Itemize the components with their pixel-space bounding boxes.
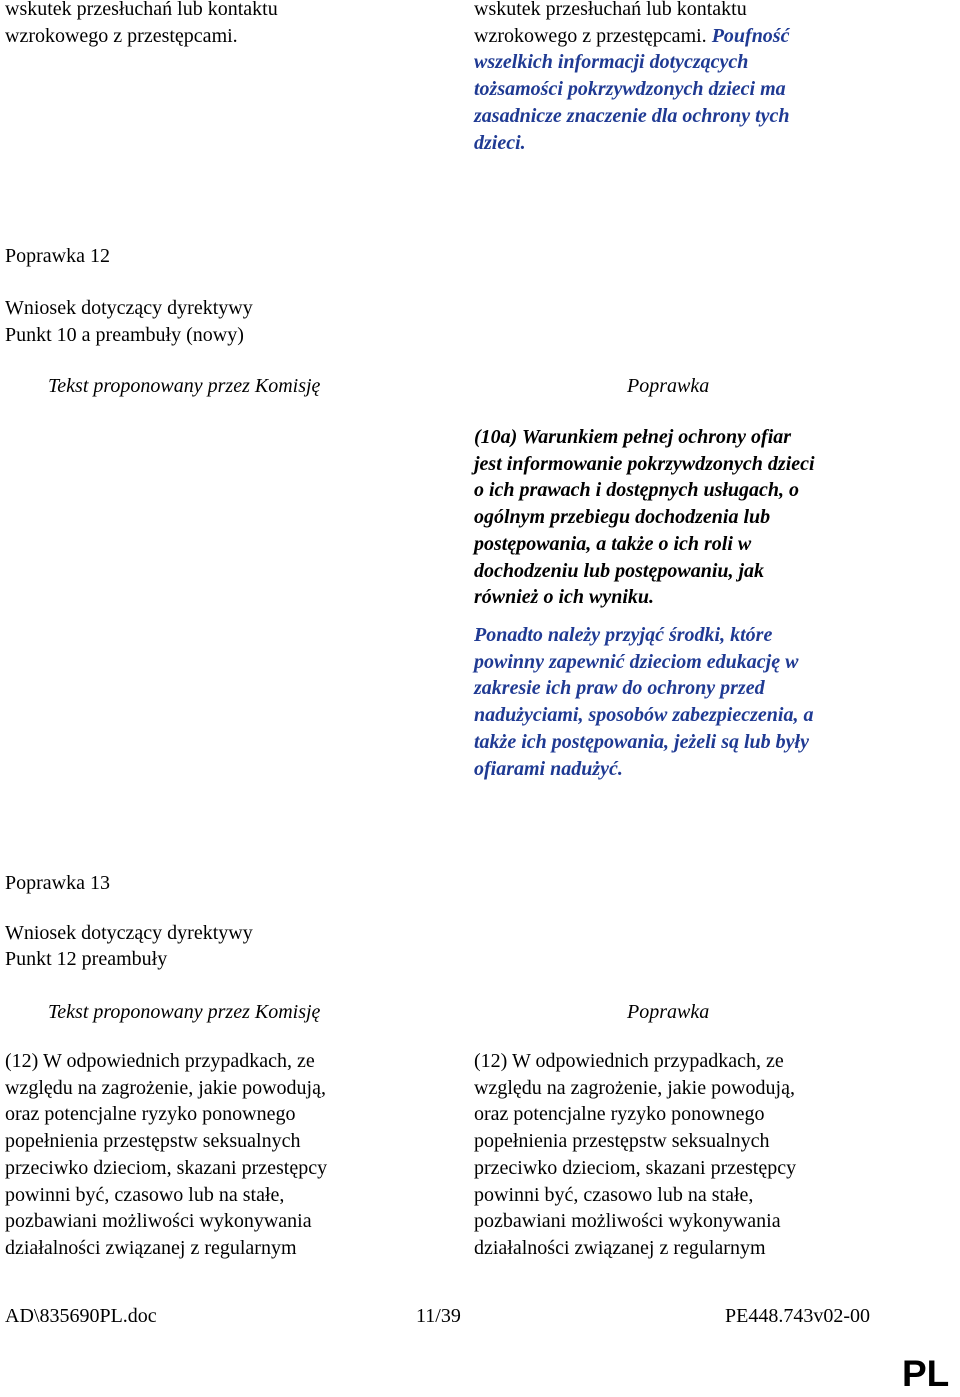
amendment-12-right-para-2 <box>474 622 954 782</box>
text-line: postępowania, a także o ich roli w <box>474 532 752 555</box>
footer-page-number: 11/39 <box>416 1305 461 1327</box>
footer-pe-ref: PE448.743v02-00 <box>725 1305 870 1327</box>
text-line: przeciwko dzieciom, skazani przestępcy <box>5 1156 328 1179</box>
amendment-12-reference: Punkt 10 a preambuły (nowy) <box>5 324 244 346</box>
amendment-13-reference: Punkt 12 preambuły <box>5 948 168 970</box>
inserted-fragment: Poufność <box>711 24 790 47</box>
text-line: względu na zagrożenie, jakie powodują, <box>474 1076 795 1099</box>
text-line: także ich postępowania, jeżeli są lub były <box>474 730 809 753</box>
top-left-text <box>5 0 450 49</box>
text-line: zakresie ich praw do ochrony przed <box>474 677 765 700</box>
text-line <box>474 23 954 50</box>
text-line: o ich prawach i dostępnych usługach, o <box>474 479 800 502</box>
text-line: ofiarami nadużyć. <box>474 757 623 780</box>
footer-doc-ref: AD\835690PL.doc <box>5 1305 157 1327</box>
text-line: oraz potencjalne ryzyko ponownego <box>474 1103 765 1126</box>
amendment-12-number: Poprawka 12 <box>5 245 110 267</box>
amendment-12-col-left-header: Tekst proponowany przez Komisję <box>48 375 321 397</box>
text-line: dochodzeniu lub postępowaniu, jak <box>474 559 765 582</box>
text-line: (12) W odpowiednich przypadkach, ze <box>474 1050 784 1072</box>
text-line: wskutek przesłuchań lub kontaktu <box>474 0 747 20</box>
text-line: względu na zagrożenie, jakie powodują, <box>5 1076 326 1099</box>
text-line: jest informowanie pokrzywdzonych dzieci <box>474 452 815 475</box>
text-line: Ponadto należy przyjąć środki, które <box>474 624 773 646</box>
inserted-line: wszelkich informacji dotyczących <box>474 51 749 74</box>
amendment-13-left-text <box>5 1048 450 1262</box>
plain-fragment: wzrokowego z przestępcami. <box>474 24 707 47</box>
text-line: wzrokowego z przestępcami. <box>5 24 238 47</box>
text-line: popełnienia przestępstw seksualnych <box>474 1130 770 1153</box>
text-line: powinni być, czasowo lub na stałe, <box>5 1183 285 1206</box>
inserted-line: tożsamości pokrzywdzonych dzieci ma <box>474 78 786 101</box>
inserted-line: zasadnicze znaczenie dla ochrony tych <box>474 104 790 127</box>
text-line: pozbawiani możliwości wykonywania <box>5 1210 312 1233</box>
amendment-12-proposal: Wniosek dotyczący dyrektywy <box>5 297 253 319</box>
amendment-13-col-left-header: Tekst proponowany przez Komisję <box>48 1001 321 1023</box>
text-line: powinni być, czasowo lub na stałe, <box>474 1183 754 1206</box>
amendment-12-col-right-header: Poprawka <box>627 375 710 397</box>
text-line: ogólnym przebiegu dochodzenia lub <box>474 506 771 529</box>
text-line: oraz potencjalne ryzyko ponownego <box>5 1103 296 1126</box>
text-line: (12) W odpowiednich przypadkach, ze <box>5 1050 315 1072</box>
text-line: wskutek przesłuchań lub kontaktu <box>5 0 278 20</box>
text-line: popełnienia przestępstw seksualnych <box>5 1130 301 1153</box>
text-line: nadużyciami, sposobów zabezpieczenia, a <box>474 704 814 727</box>
text-line: działalności związanej z regularnym <box>474 1236 766 1259</box>
amendment-13-number: Poprawka 13 <box>5 872 110 894</box>
amendment-13-proposal: Wniosek dotyczący dyrektywy <box>5 922 253 944</box>
text-line: również o ich wyniku. <box>474 586 655 609</box>
language-code: PL <box>902 1353 950 1394</box>
amendment-13-right-text <box>474 1048 954 1262</box>
text-line: przeciwko dzieciom, skazani przestępcy <box>474 1156 797 1179</box>
text-line: pozbawiani możliwości wykonywania <box>474 1210 781 1233</box>
text-line: działalności związanej z regularnym <box>5 1236 297 1259</box>
text-line: powinny zapewnić dzieciom edukację w <box>474 650 799 673</box>
amendment-13-col-right-header: Poprawka <box>627 1001 710 1023</box>
top-right-text <box>474 0 954 156</box>
amendment-12-right-para-1 <box>474 424 954 611</box>
inserted-line: dzieci. <box>474 131 526 154</box>
text-line: (10a) Warunkiem pełnej ochrony ofiar <box>474 426 792 448</box>
